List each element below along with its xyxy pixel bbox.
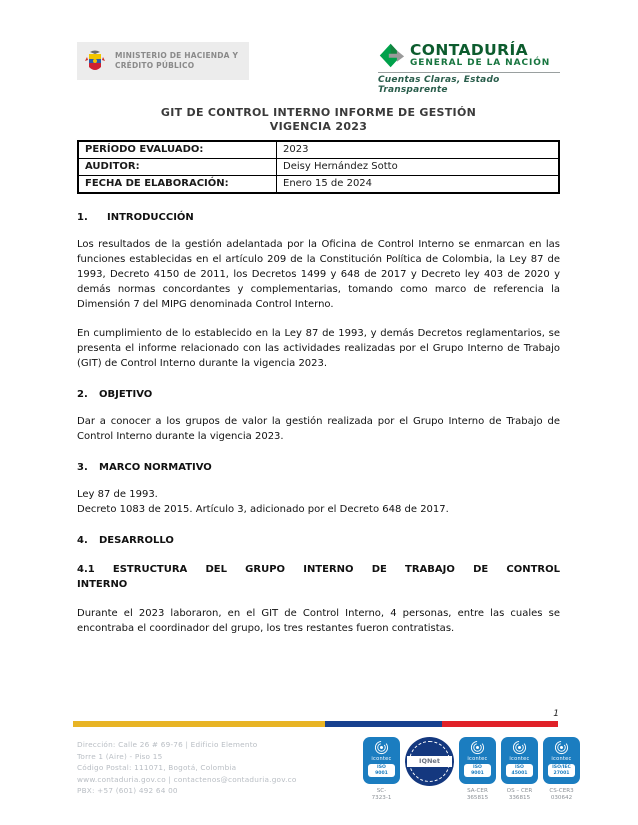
badge-code: CS-CER3 030642 <box>549 787 574 802</box>
section-heading-desarrollo: 4. DESARROLLO <box>77 535 174 546</box>
flag-yellow-segment <box>73 721 325 727</box>
footer-address-block <box>77 739 297 797</box>
table-row <box>78 141 559 159</box>
objetivo-paragraph: Dar a conocer a los grupos de valor la gestión realizada por el Grupo Interno de Trabajo de Control Interno durante la vigencia 2023. <box>77 416 560 442</box>
cgn-name: CONTADURÍA <box>410 40 529 59</box>
flag-blue-segment <box>325 721 441 727</box>
badge-code: SC- 7323-1 <box>371 787 392 802</box>
icontec-spiral-icon <box>554 740 569 755</box>
section-heading-estructura: 4.1 ESTRUCTURA DEL GRUPO INTERNO DE TRABAJO DE CONTROL INTERNO <box>77 564 560 590</box>
page-footer <box>77 739 580 803</box>
iqnet-badge <box>405 737 454 786</box>
icontec-badge-1: icontec ISO 9001 SC- 7323-1 <box>363 737 400 803</box>
footer-website-email-line: www.contaduria.gov.co | contactenos@contaduria.gov.co <box>77 774 297 784</box>
period-value: 2023 <box>277 141 560 159</box>
marco-line-2: Decreto 1083 de 2015. Artículo 3, adicionado por el Decreto 648 de 2017. <box>77 504 449 515</box>
intro-paragraph-2: En cumplimiento de lo establecido en la Ley 87 de 1993, y demás Decretos reglamentarios, se presenta el informe relacionado con las actividades realizadas por el Grupo Interno de Trabajo (GIT) de Control Interno durante la vigencia 2023. <box>77 328 560 369</box>
icontec-spiral-icon <box>512 740 527 755</box>
estructura-paragraph: Durante el 2023 laboraron, en el GIT de Control Interno, 4 personas, entre las cuales se encontraba el coordinador del grupo, los tres restantes fueron contratistas. <box>77 608 560 634</box>
section-heading-objetivo: 2. OBJETIVO <box>77 389 153 400</box>
table-row <box>78 159 559 176</box>
icontec-badge-3: icontec ISO 45001 OS – CER 336815 <box>501 737 538 803</box>
page-number: 1 <box>553 709 559 719</box>
cgn-tagline: Cuentas Claras, Estado Transparente <box>378 72 560 95</box>
auditor-label: AUDITOR: <box>78 159 277 176</box>
flag-red-segment <box>442 721 558 727</box>
period-label: PERÍODO EVALUADO: <box>78 141 277 159</box>
badge-code: SA-CER 365815 <box>466 787 489 802</box>
auditor-value: Deisy Hernández Sotto <box>277 159 560 176</box>
cgn-logo <box>378 42 560 95</box>
colombia-coat-of-arms-icon <box>84 49 106 74</box>
section-heading-introduccion: 1. INTRODUCCIÓN <box>77 212 194 223</box>
marco-normativo-lines <box>77 487 560 517</box>
cgn-subtitle: GENERAL DE LA NACIÓN <box>410 58 551 69</box>
icontec-badge-4: icontec ISO/IEC 27001 CS-CER3 030642 <box>543 737 580 803</box>
date-label: FECHA DE ELABORACIÓN: <box>78 176 277 194</box>
icontec-badge-2: icontec ISO 9001 SA-CER 365815 <box>459 737 496 803</box>
icontec-spiral-icon <box>470 740 485 755</box>
marco-line-1: Ley 87 de 1993. <box>77 489 158 500</box>
document-title: GIT DE CONTROL INTERNO INFORME DE GESTIÓN VIGENCIA 2023 <box>160 106 477 133</box>
intro-paragraph-1: Los resultados de la gestión adelantada por la Oficina de Control Interno se enmarcan en las funciones establecidas en el artículo 209 de la Constitución Política de Colombia, la Ley 87 de 1993, Decreto 4150 de 2011, los Decretos 1499 y 648 de 2017 y Decreto ley 403 de 2020 y demás normas concordantes y complementarias, tomando como marco de referencia la Dimensión 7 del MIPG denominada Control Interno. <box>77 239 560 310</box>
cgn-arrow-icon <box>378 42 405 69</box>
ministry-logo <box>77 42 249 80</box>
date-value: Enero 15 de 2024 <box>277 176 560 194</box>
icontec-spiral-icon <box>374 740 389 755</box>
footer-address-line: Torre 1 (Aire) - Piso 15 <box>77 751 163 761</box>
table-row <box>78 176 559 194</box>
footer-phone-line: PBX: +57 (601) 492 64 00 <box>77 786 178 796</box>
footer-address-line: Código Postal: 111071, Bogotá, Colombia <box>77 763 237 773</box>
footer-address-line: Dirección: Calle 26 # 69-76 | Edificio Elemento <box>77 739 258 749</box>
colombia-flag-bar <box>73 721 558 727</box>
certification-badges <box>363 737 580 803</box>
report-info-table <box>77 140 560 194</box>
page-header <box>77 42 560 95</box>
iqnet-label: IQNet <box>407 756 452 767</box>
section-heading-marco-normativo: 3. MARCO NORMATIVO <box>77 462 212 473</box>
badge-code: OS – CER 336815 <box>506 787 533 802</box>
ministry-name: MINISTERIO DE HACIENDA Y CRÉDITO PÚBLICO <box>115 51 239 70</box>
